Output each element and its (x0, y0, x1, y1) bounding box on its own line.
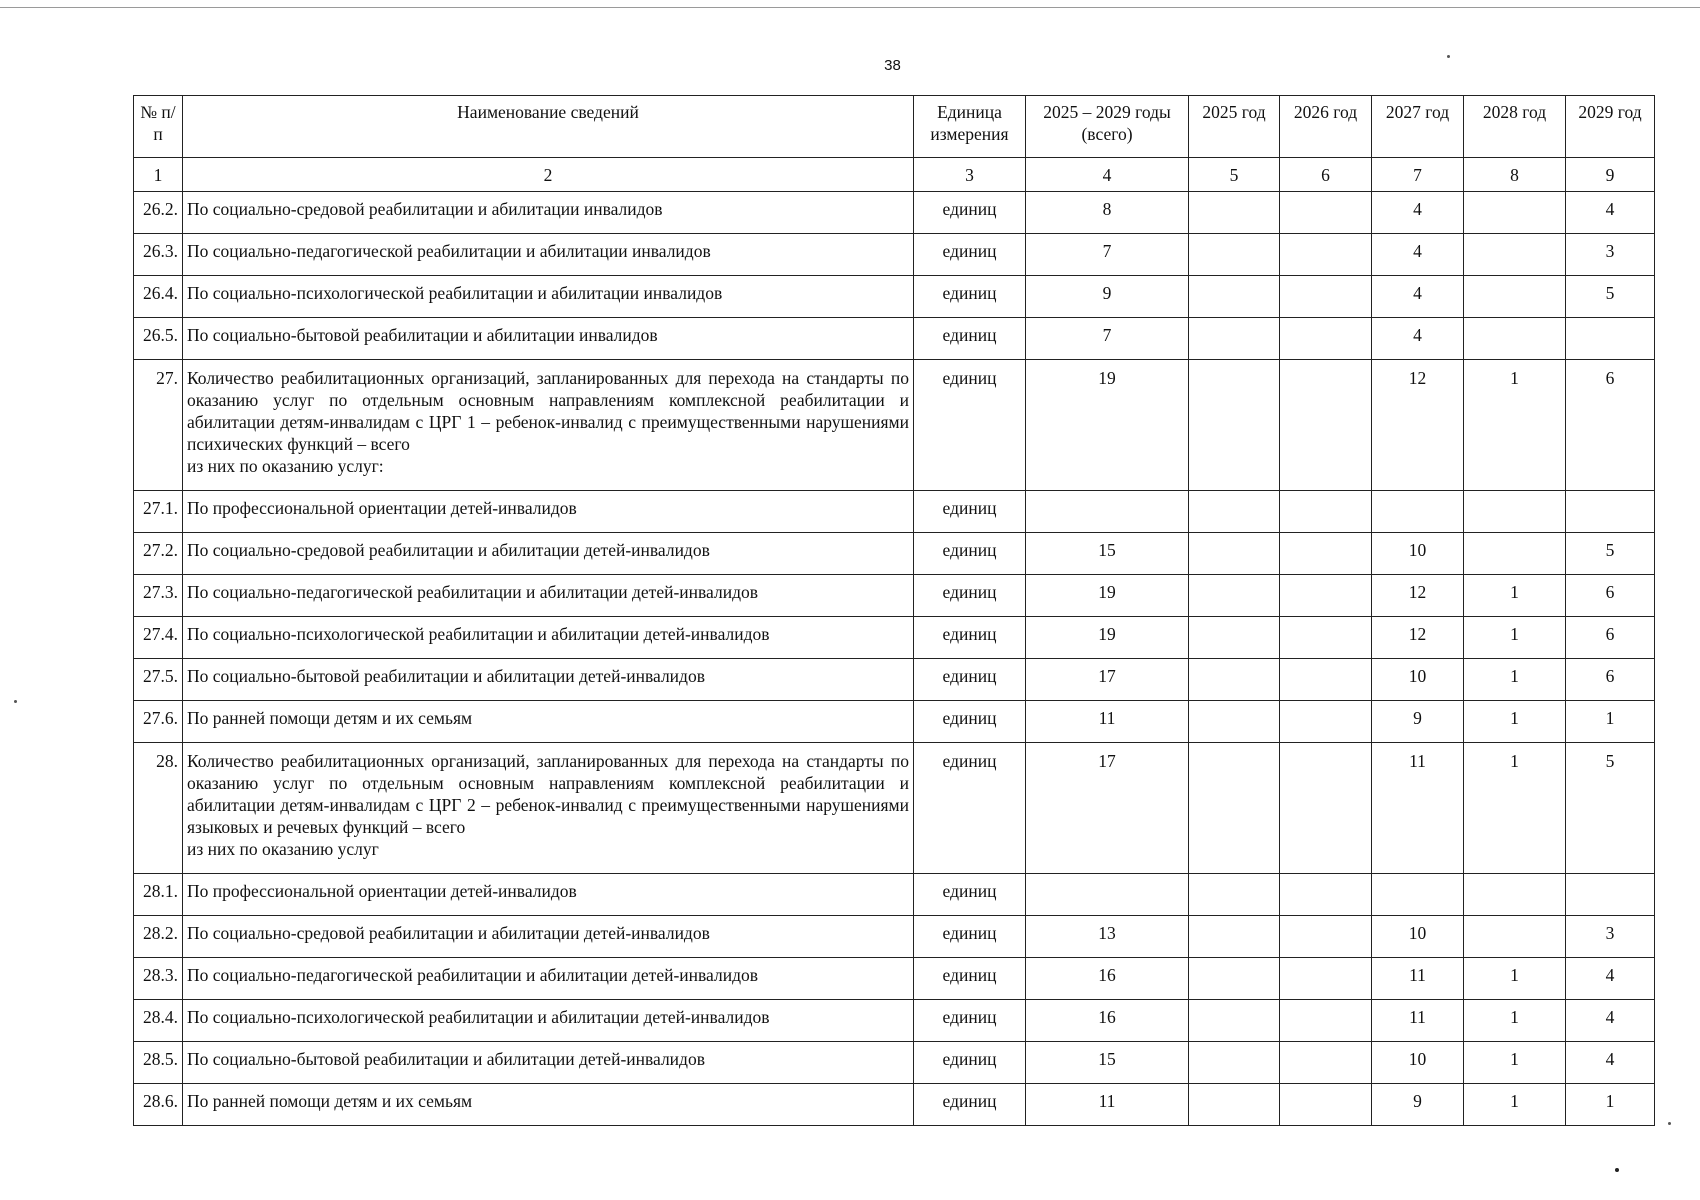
row-total: 17 (1026, 743, 1189, 874)
row-total: 15 (1026, 533, 1189, 575)
row-2026 (1280, 491, 1372, 533)
row-total: 7 (1026, 318, 1189, 360)
row-name: По ранней помощи детям и их семьям (183, 701, 914, 743)
row-unit: единиц (914, 234, 1026, 276)
row-2028 (1464, 276, 1566, 318)
row-2025 (1189, 916, 1280, 958)
table-row (134, 318, 1655, 360)
scan-speck (14, 700, 17, 703)
row-2027: 4 (1372, 318, 1464, 360)
row-2026 (1280, 958, 1372, 1000)
row-name: По социально-средовой реабилитации и абилитации инвалидов (183, 192, 914, 234)
row-2025 (1189, 874, 1280, 916)
row-total (1026, 874, 1189, 916)
row-unit: единиц (914, 192, 1026, 234)
table-row (134, 701, 1655, 743)
row-2029: 5 (1566, 276, 1655, 318)
row-2026 (1280, 318, 1372, 360)
column-number: 8 (1464, 158, 1566, 192)
scan-speck (1668, 1122, 1671, 1125)
row-2029: 6 (1566, 575, 1655, 617)
page-number: 38 (884, 57, 901, 74)
row-2027: 10 (1372, 1042, 1464, 1084)
row-2027: 11 (1372, 1000, 1464, 1042)
row-number: 27.5. (134, 659, 183, 701)
table-row (134, 533, 1655, 575)
row-2026 (1280, 276, 1372, 318)
row-unit: единиц (914, 575, 1026, 617)
row-2026 (1280, 916, 1372, 958)
row-total: 13 (1026, 916, 1189, 958)
row-total: 9 (1026, 276, 1189, 318)
column-number: 5 (1189, 158, 1280, 192)
row-2028 (1464, 491, 1566, 533)
row-total: 16 (1026, 958, 1189, 1000)
row-2026 (1280, 874, 1372, 916)
row-2027: 12 (1372, 360, 1464, 491)
row-name: Количество реабилитационных организаций, запланированных для перехода на стандарты по оказанию услуг по отдельным основным направлениям комплексной реабилитации и абилитации детям-инвалидам с ЦРГ 2 – ребенок-инвалид с преимущественными нарушениями языковых и речевых функций – всего из них по оказанию услуг (183, 743, 914, 874)
row-unit: единиц (914, 916, 1026, 958)
header-num: № п/п (134, 96, 183, 158)
row-2029: 6 (1566, 617, 1655, 659)
row-number: 27.2. (134, 533, 183, 575)
row-unit: единиц (914, 701, 1026, 743)
header-name: Наименование сведений (183, 96, 914, 158)
row-2026 (1280, 533, 1372, 575)
row-2028: 1 (1464, 575, 1566, 617)
row-number: 28.5. (134, 1042, 183, 1084)
row-2028 (1464, 874, 1566, 916)
row-name: По профессиональной ориентации детей-инвалидов (183, 874, 914, 916)
row-name: По профессиональной ориентации детей-инвалидов (183, 491, 914, 533)
table-row (134, 276, 1655, 318)
row-2025 (1189, 360, 1280, 491)
table-row (134, 360, 1655, 491)
row-unit: единиц (914, 1000, 1026, 1042)
row-2028: 1 (1464, 743, 1566, 874)
row-total: 8 (1026, 192, 1189, 234)
row-2029: 3 (1566, 234, 1655, 276)
row-2025 (1189, 533, 1280, 575)
row-unit: единиц (914, 1042, 1026, 1084)
row-unit: единиц (914, 659, 1026, 701)
row-2028 (1464, 192, 1566, 234)
row-2029: 1 (1566, 1084, 1655, 1126)
row-2025 (1189, 617, 1280, 659)
table-row (134, 234, 1655, 276)
row-unit: единиц (914, 617, 1026, 659)
row-2028: 1 (1464, 1084, 1566, 1126)
row-2026 (1280, 360, 1372, 491)
row-total: 19 (1026, 360, 1189, 491)
row-2026 (1280, 234, 1372, 276)
row-2029 (1566, 874, 1655, 916)
row-unit: единиц (914, 360, 1026, 491)
row-unit: единиц (914, 276, 1026, 318)
row-unit: единиц (914, 491, 1026, 533)
row-2025 (1189, 575, 1280, 617)
row-2027: 12 (1372, 575, 1464, 617)
row-2029: 3 (1566, 916, 1655, 958)
row-name: По социально-бытовой реабилитации и абилитации инвалидов (183, 318, 914, 360)
row-2028: 1 (1464, 659, 1566, 701)
row-unit: единиц (914, 533, 1026, 575)
table-row (134, 192, 1655, 234)
column-number: 1 (134, 158, 183, 192)
row-number: 28.1. (134, 874, 183, 916)
scan-speck (1615, 1168, 1619, 1172)
row-2025 (1189, 192, 1280, 234)
header-row (134, 96, 1655, 158)
column-number: 3 (914, 158, 1026, 192)
row-number: 27.4. (134, 617, 183, 659)
row-number: 27.1. (134, 491, 183, 533)
row-2025 (1189, 234, 1280, 276)
row-name: По ранней помощи детям и их семьям (183, 1084, 914, 1126)
row-2026 (1280, 1042, 1372, 1084)
row-number: 28.3. (134, 958, 183, 1000)
table-row (134, 659, 1655, 701)
row-2027 (1372, 491, 1464, 533)
row-2027: 9 (1372, 701, 1464, 743)
row-unit: единиц (914, 1084, 1026, 1126)
row-2027 (1372, 874, 1464, 916)
row-2026 (1280, 575, 1372, 617)
table-row (134, 617, 1655, 659)
row-2029 (1566, 318, 1655, 360)
row-2028 (1464, 234, 1566, 276)
table-row (134, 1084, 1655, 1126)
row-2029: 4 (1566, 1042, 1655, 1084)
table-row (134, 491, 1655, 533)
row-2026 (1280, 659, 1372, 701)
row-2027: 4 (1372, 234, 1464, 276)
row-2029: 6 (1566, 360, 1655, 491)
row-2025 (1189, 276, 1280, 318)
row-total (1026, 491, 1189, 533)
row-2027: 4 (1372, 192, 1464, 234)
row-2029: 1 (1566, 701, 1655, 743)
row-2025 (1189, 1042, 1280, 1084)
row-2027: 10 (1372, 659, 1464, 701)
row-2025 (1189, 318, 1280, 360)
row-number: 27. (134, 360, 183, 491)
row-2029: 5 (1566, 743, 1655, 874)
column-number: 4 (1026, 158, 1189, 192)
row-name: По социально-средовой реабилитации и абилитации детей-инвалидов (183, 916, 914, 958)
row-2027: 10 (1372, 533, 1464, 575)
row-name: По социально-средовой реабилитации и абилитации детей-инвалидов (183, 533, 914, 575)
row-number: 26.4. (134, 276, 183, 318)
row-2028: 1 (1464, 1000, 1566, 1042)
header-2027: 2027 год (1372, 96, 1464, 158)
header-2028: 2028 год (1464, 96, 1566, 158)
scan-speck (1447, 55, 1450, 58)
column-number-row (134, 158, 1655, 192)
row-2025 (1189, 958, 1280, 1000)
row-number: 28.2. (134, 916, 183, 958)
table-row (134, 1042, 1655, 1084)
row-2028: 1 (1464, 617, 1566, 659)
row-name: По социально-психологической реабилитации и абилитации инвалидов (183, 276, 914, 318)
row-2028 (1464, 916, 1566, 958)
row-2026 (1280, 1000, 1372, 1042)
indicators-table (133, 95, 1655, 1126)
row-number: 26.2. (134, 192, 183, 234)
row-total: 15 (1026, 1042, 1189, 1084)
row-number: 27.3. (134, 575, 183, 617)
row-2027: 12 (1372, 617, 1464, 659)
row-2025 (1189, 1000, 1280, 1042)
row-unit: единиц (914, 958, 1026, 1000)
row-2029: 4 (1566, 192, 1655, 234)
row-total: 11 (1026, 701, 1189, 743)
row-number: 28.4. (134, 1000, 183, 1042)
row-2028 (1464, 318, 1566, 360)
row-2026 (1280, 743, 1372, 874)
row-2028: 1 (1464, 1042, 1566, 1084)
row-name: По социально-бытовой реабилитации и абилитации детей-инвалидов (183, 659, 914, 701)
header-unit: Единица измерения (914, 96, 1026, 158)
row-2029: 5 (1566, 533, 1655, 575)
row-2025 (1189, 1084, 1280, 1126)
row-2028: 1 (1464, 360, 1566, 491)
row-name: По социально-психологической реабилитации и абилитации детей-инвалидов (183, 617, 914, 659)
scan-edge-line (0, 7, 1700, 8)
column-number: 6 (1280, 158, 1372, 192)
row-2029 (1566, 491, 1655, 533)
table-row (134, 958, 1655, 1000)
row-2027: 4 (1372, 276, 1464, 318)
row-2027: 9 (1372, 1084, 1464, 1126)
row-number: 26.3. (134, 234, 183, 276)
row-2025 (1189, 701, 1280, 743)
row-name: Количество реабилитационных организаций, запланированных для перехода на стандарты по оказанию услуг по отдельным основным направлениям комплексной реабилитации и абилитации детям-инвалидам с ЦРГ 1 – ребенок-инвалид с преимущественными нарушениями психических функций – всего из них по оказанию услуг: (183, 360, 914, 491)
header-2029: 2029 год (1566, 96, 1655, 158)
row-total: 7 (1026, 234, 1189, 276)
row-2029: 4 (1566, 958, 1655, 1000)
table-row (134, 1000, 1655, 1042)
row-2025 (1189, 659, 1280, 701)
row-unit: единиц (914, 874, 1026, 916)
row-2029: 4 (1566, 1000, 1655, 1042)
row-name: По социально-психологической реабилитации и абилитации детей-инвалидов (183, 1000, 914, 1042)
row-2027: 10 (1372, 916, 1464, 958)
row-unit: единиц (914, 318, 1026, 360)
row-total: 16 (1026, 1000, 1189, 1042)
row-number: 28.6. (134, 1084, 183, 1126)
column-number: 2 (183, 158, 914, 192)
row-number: 26.5. (134, 318, 183, 360)
row-name: По социально-педагогической реабилитации и абилитации детей-инвалидов (183, 958, 914, 1000)
row-2027: 11 (1372, 958, 1464, 1000)
header-2026: 2026 год (1280, 96, 1372, 158)
row-name: По социально-педагогической реабилитации и абилитации детей-инвалидов (183, 575, 914, 617)
row-number: 28. (134, 743, 183, 874)
row-2028 (1464, 533, 1566, 575)
row-total: 17 (1026, 659, 1189, 701)
row-2026 (1280, 617, 1372, 659)
row-2028: 1 (1464, 958, 1566, 1000)
table-row (134, 916, 1655, 958)
table-body (134, 192, 1655, 1126)
row-number: 27.6. (134, 701, 183, 743)
row-2026 (1280, 192, 1372, 234)
row-2029: 6 (1566, 659, 1655, 701)
table-row (134, 874, 1655, 916)
row-2026 (1280, 1084, 1372, 1126)
row-name: По социально-педагогической реабилитации и абилитации инвалидов (183, 234, 914, 276)
row-unit: единиц (914, 743, 1026, 874)
row-2025 (1189, 743, 1280, 874)
row-total: 19 (1026, 575, 1189, 617)
table-row (134, 575, 1655, 617)
column-number: 9 (1566, 158, 1655, 192)
header-2025: 2025 год (1189, 96, 1280, 158)
row-2025 (1189, 491, 1280, 533)
table-row (134, 743, 1655, 874)
column-number: 7 (1372, 158, 1464, 192)
header-total: 2025 – 2029 годы (всего) (1026, 96, 1189, 158)
row-2027: 11 (1372, 743, 1464, 874)
row-name: По социально-бытовой реабилитации и абилитации детей-инвалидов (183, 1042, 914, 1084)
row-2026 (1280, 701, 1372, 743)
row-2028: 1 (1464, 701, 1566, 743)
row-total: 11 (1026, 1084, 1189, 1126)
row-total: 19 (1026, 617, 1189, 659)
